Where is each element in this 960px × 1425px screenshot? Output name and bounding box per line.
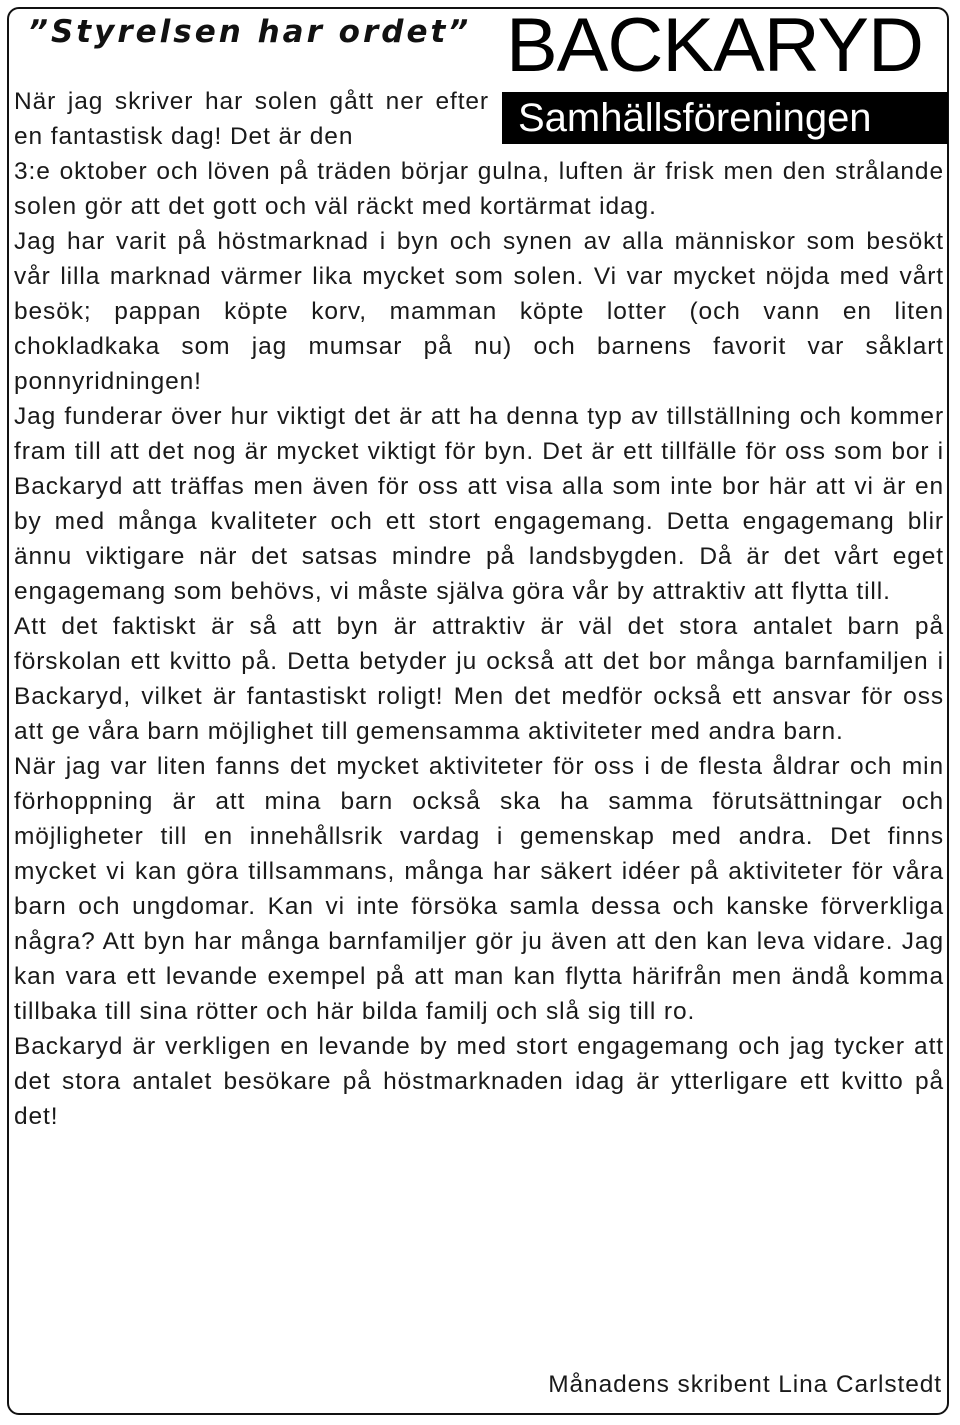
logo-title: BACKARYD [506,3,923,88]
article-heading: ”Styrelsen har ordet” [28,14,472,50]
body-paragraph: När jag var liten fanns det mycket aktiviteter för oss i de flesta åldrar och min förhoppning är att mina barn också ska ha samma förutsättningar och möjligheter till en innehållsrik vardag i gemenskap med andra. Det finns mycket vi kan göra tillsammans, många har säkert idéer på aktiviteter för våra barn och ungdomar. Kan vi inte försöka samla dessa och kanske förverkliga några? Att byn har många barnfamiljer gör ju även att den kan leva vidare. Jag kan vara ett levande exempel på att man kan flytta härifrån men ändå komma tillbaka till sina rötter och här bilda familj och slå sig till ro. [14,753,944,1025]
body-paragraph: Jag funderar över hur viktigt det är att ha denna typ av tillställning och kommer fram till att det nog är mycket viktigt för byn. Det är ett tillfälle för oss som bor i Backaryd att träffas men även för oss att visa alla som inte bor här att vi är en by med många kvaliteter och ett stort engagemang. Detta engagemang blir ännu viktigare när det satsas mindre på landsbygden. Då är det vårt eget engagemang som behövs, vi måste själva göra vår by attraktiv att flytta till. [14,403,944,605]
intro-paragraph: När jag skriver har solen gått ner efter en fantastisk dag! Det är den [14,88,489,150]
body-paragraph: Backaryd är verkligen en levande by med stort engagemang och jag tycker att det stora antalet besökare på höstmarknaden idag är ytterligare ett kvitto på det! [14,1033,944,1130]
author-signature: Månadens skribent Lina Carlstedt [548,1371,942,1398]
logo-subtitle-bar [502,92,948,144]
body-paragraph: Att det faktiskt är så att byn är attraktiv är väl det stora antalet barn på förskolan ett kvitto på. Detta betyder ju också att det bor många barnfamiljen i Backaryd, vilket är fantastiskt roligt! Men det medför också ett ansvar för oss att ge våra barn möjlighet till gemensamma aktiviteter med andra barn. [14,613,944,745]
logo-subtitle: Samhällsföreningen [518,96,872,140]
body-paragraph: Jag har varit på höstmarknad i byn och synen av alla människor som besökt vår lilla marknad värmer lika mycket som solen. Vi var mycket nöjda med vårt besök; pappan köpte korv, mamman köpte lotter (och vann en liten chokladkaka som jag mumsar på nu) och barnens favorit var såklart ponnyridningen! [14,228,944,395]
article-body [14,154,944,1134]
body-paragraph: 3:e oktober och löven på träden börjar gulna, luften är frisk men den strålande solen gör att det gott och väl räckt med kortärmat idag. [14,158,944,220]
